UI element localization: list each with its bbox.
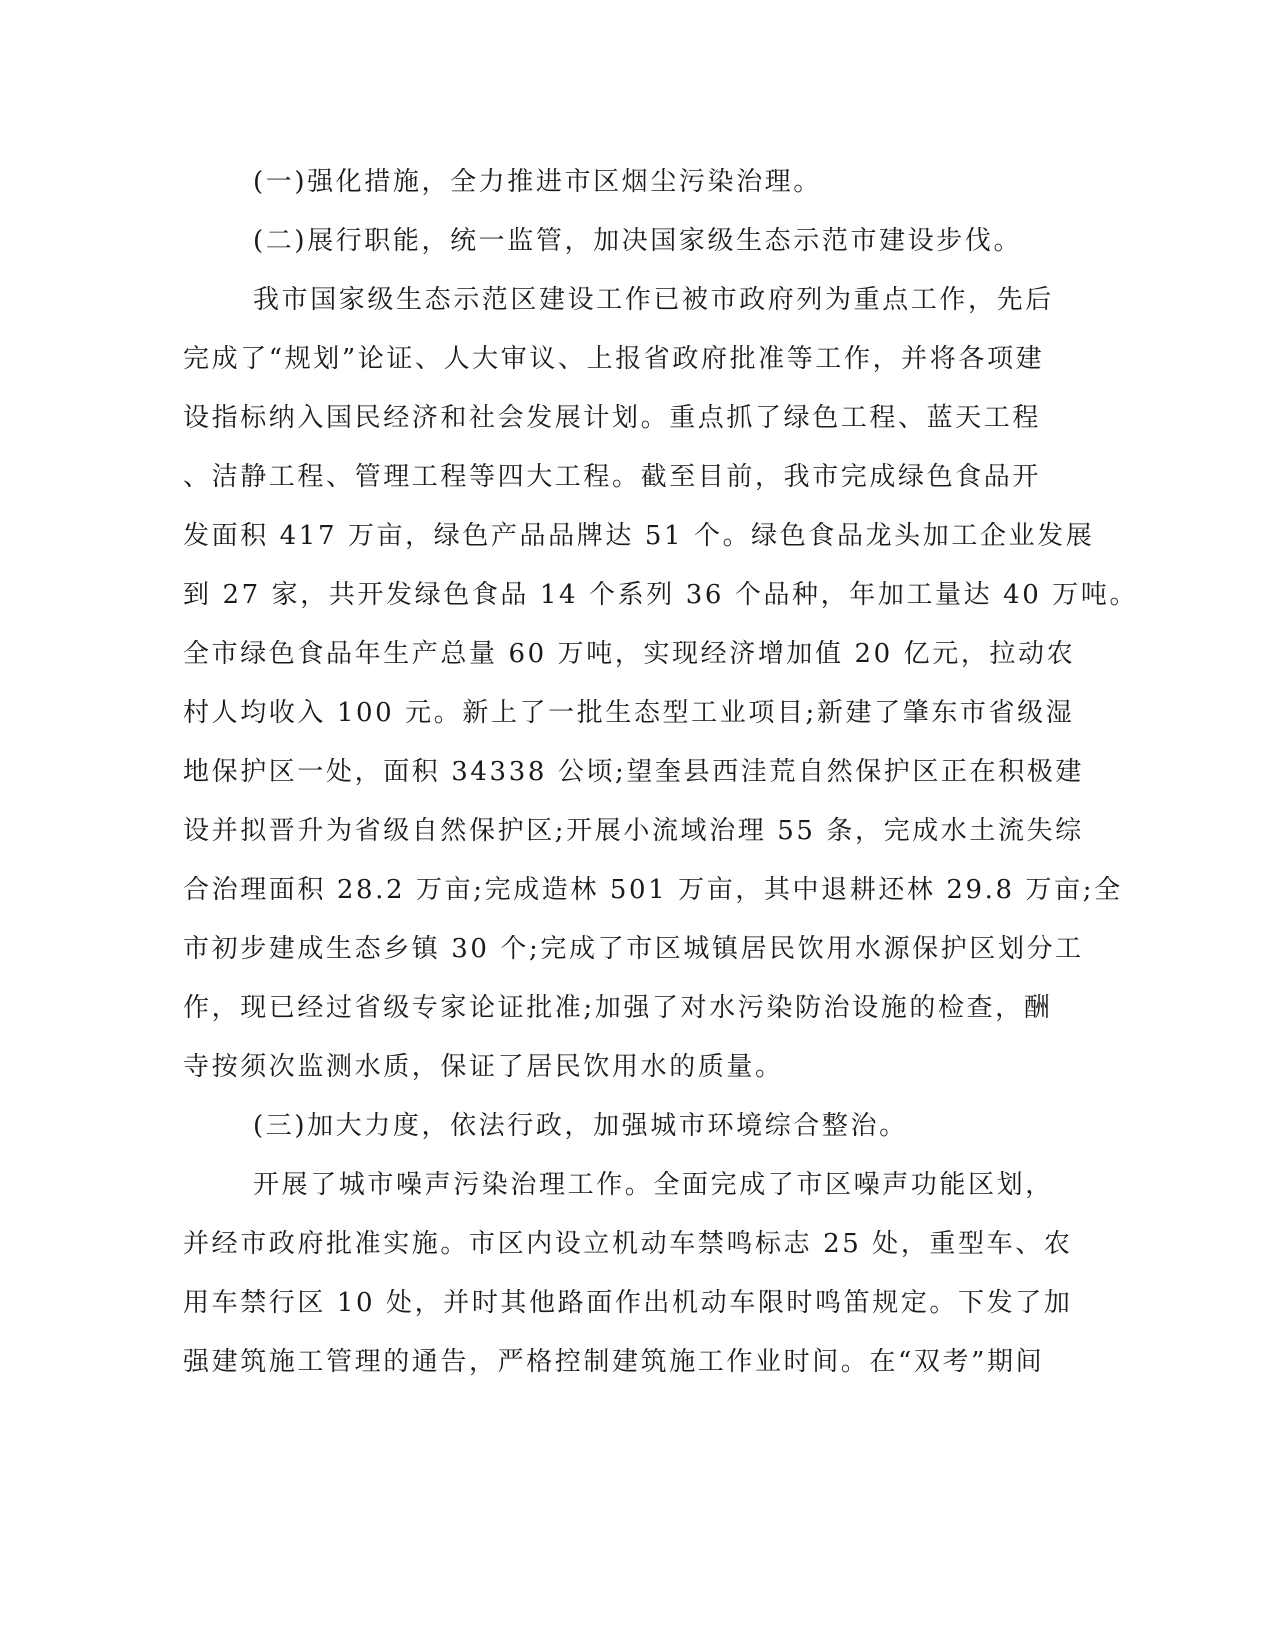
heading-1: (一)强化措施，全力推进市区烟尘污染治理。 xyxy=(253,167,822,197)
paragraph-line: 到 27 家，共开发绿色食品 14 个系列 36 个品种，年加工量达 40 万吨。 xyxy=(183,580,1139,610)
paragraph-line: 设并拟晋升为省级自然保护区;开展小流域治理 55 条，完成水土流失综 xyxy=(183,816,1084,846)
paragraph-line: 并经市政府批准实施。市区内设立机动车禁鸣标志 25 处，重型车、农 xyxy=(183,1229,1073,1259)
paragraph-line: 发面积 417 万亩，绿色产品品牌达 51 个。绿色食品龙头加工企业发展 xyxy=(183,521,1095,551)
paragraph-line: 地保护区一处，面积 34338 公顷;望奎县西洼荒自然保护区正在积极建 xyxy=(183,757,1084,787)
paragraph-line: 全市绿色食品年生产总量 60 万吨，实现经济增加值 20 亿元，拉动农 xyxy=(183,639,1076,669)
paragraph-line: 完成了“规划”论证、人大审议、上报省政府批准等工作，并将各项建 xyxy=(183,344,1045,374)
paragraph-line: 市初步建成生态乡镇 30 个;完成了市区城镇居民饮用水源保护区划分工 xyxy=(183,934,1084,964)
paragraph-line: 开展了城市噪声污染治理工作。全面完成了市区噪声功能区划， xyxy=(253,1170,1054,1200)
paragraph-line: 作，现已经过省级专家论证批准;加强了对水污染防治设施的检查，酬 xyxy=(183,993,1053,1023)
paragraph-line: 强建筑施工管理的通告，严格控制建筑施工作业时间。在“双考”期间 xyxy=(183,1347,1045,1377)
paragraph-line: 村人均收入 100 元。新上了一批生态型工业项目;新建了肇东市省级湿 xyxy=(183,698,1075,728)
paragraph-line: 用车禁行区 10 处，并时其他路面作出机动车限时鸣笛规定。下发了加 xyxy=(183,1288,1073,1318)
paragraph-line: 寺按须次监测水质，保证了居民饮用水的质量。 xyxy=(183,1052,784,1082)
paragraph-line: 合治理面积 28.2 万亩;完成造林 501 万亩，其中退耕还林 29.8 万亩;全 xyxy=(183,875,1123,905)
paragraph-line: 、洁静工程、管理工程等四大工程。截至目前，我市完成绿色食品开 xyxy=(183,462,1042,492)
paragraph-line: 设指标纳入国民经济和社会发展计划。重点抓了绿色工程、蓝天工程 xyxy=(183,403,1042,433)
heading-3: (三)加大力度，依法行政，加强城市环境综合整治。 xyxy=(253,1111,908,1141)
document-body xyxy=(183,158,1139,1397)
heading-2: (二)展行职能，统一监管，加决国家级生态示范市建设步伐。 xyxy=(253,226,1023,256)
paragraph-line: 我市国家级生态示范区建设工作已被市政府列为重点工作，先后 xyxy=(253,285,1054,315)
